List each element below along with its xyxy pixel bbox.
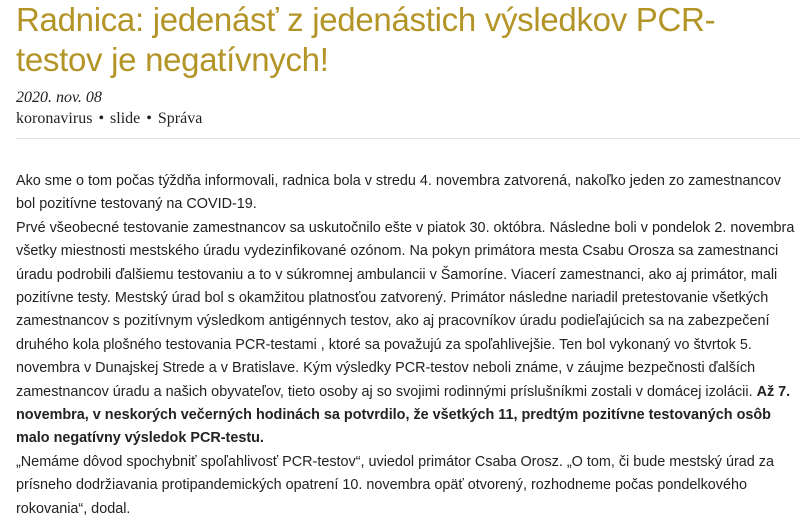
paragraph-text: „Nemáme dôvod spochybniť spoľahlivosť PCR-testov“, uviedol primátor Csaba Orosz. „O tom, či bude mestský úrad za prísneho dodržiavania protipandemických opatrení 10. novembra opäť otvorený, rozhodneme počas pondelkového rokovania“, dodal. (16, 453, 775, 517)
meta-divider (16, 138, 800, 139)
paragraph-text: Prvé všeobecné testovanie zamestnancov sa uskutočnilo ešte v piatok 30. októbra. Následne boli v pondelok 2. novembra všetky miestnosti mestského úradu vydezinfikované ozónom. Na pokyn primátora mesta Csabu Orosza sa zamestnanci úradu podrobili ďalšiemu testovaniu a to v súkromnej ambulancii v Šamoríne. Viacerí zamestnanci, ako aj primátor, mali pozitívne testy. Mestský úrad bol s okamžitou platnosťou zatvorený. Primátor následne nariadil pretestovanie všetkých zamestnancov s pozitívnym výsledkom antigénnych testov, ako aj pracovníkov úradu podieľajúcich sa na zabezpečení druhého kola plošného testovania PCR-testami , ktoré sa považujú za spoľahlivejšie. Ten bol vykonaný vo štvrtok 5. novembra v Dunajskej Strede a v Bratislave. Kým výsledky PCR-testov neboli známe, v záujme bezpečnosti ďalších zamestnancov úradu a našich obyvateľov, tieto osoby aj so svojimi rodinnými príslušníkmi zostali v domácej izolácii. (16, 219, 795, 400)
article-paragraph (16, 217, 800, 451)
category-separator: • (98, 110, 105, 127)
article-paragraph (16, 451, 800, 521)
category-link-koronavirus[interactable]: koronavirus (16, 110, 93, 127)
article-categories (16, 109, 202, 129)
article-title: Radnica: jedenásť z jedenástich výsledkov PCR-testov je negatívnych! (16, 1, 716, 78)
category-separator: • (146, 110, 152, 127)
article-paragraph (16, 170, 800, 217)
paragraph-bold-text: Až 7. novembra, v neskorých večerných hodinách sa potvrdilo, že všetkých 11, predtým pozitívne testovaných osôb malo negatívny výsledok PCR-testu. (16, 383, 791, 447)
category-link-sprava[interactable]: Správa (157, 110, 203, 127)
article-body (16, 170, 800, 521)
article-date: 2020. nov. 08 (16, 89, 102, 106)
paragraph-text: Ako sme o tom počas týždňa informovali, radnica bola v stredu 4. novembra zatvorená, nakoľko jeden zo zamestnancov bol pozitívne testovaný na COVID-19. (16, 173, 781, 213)
category-link-slide[interactable]: slide (110, 110, 141, 127)
